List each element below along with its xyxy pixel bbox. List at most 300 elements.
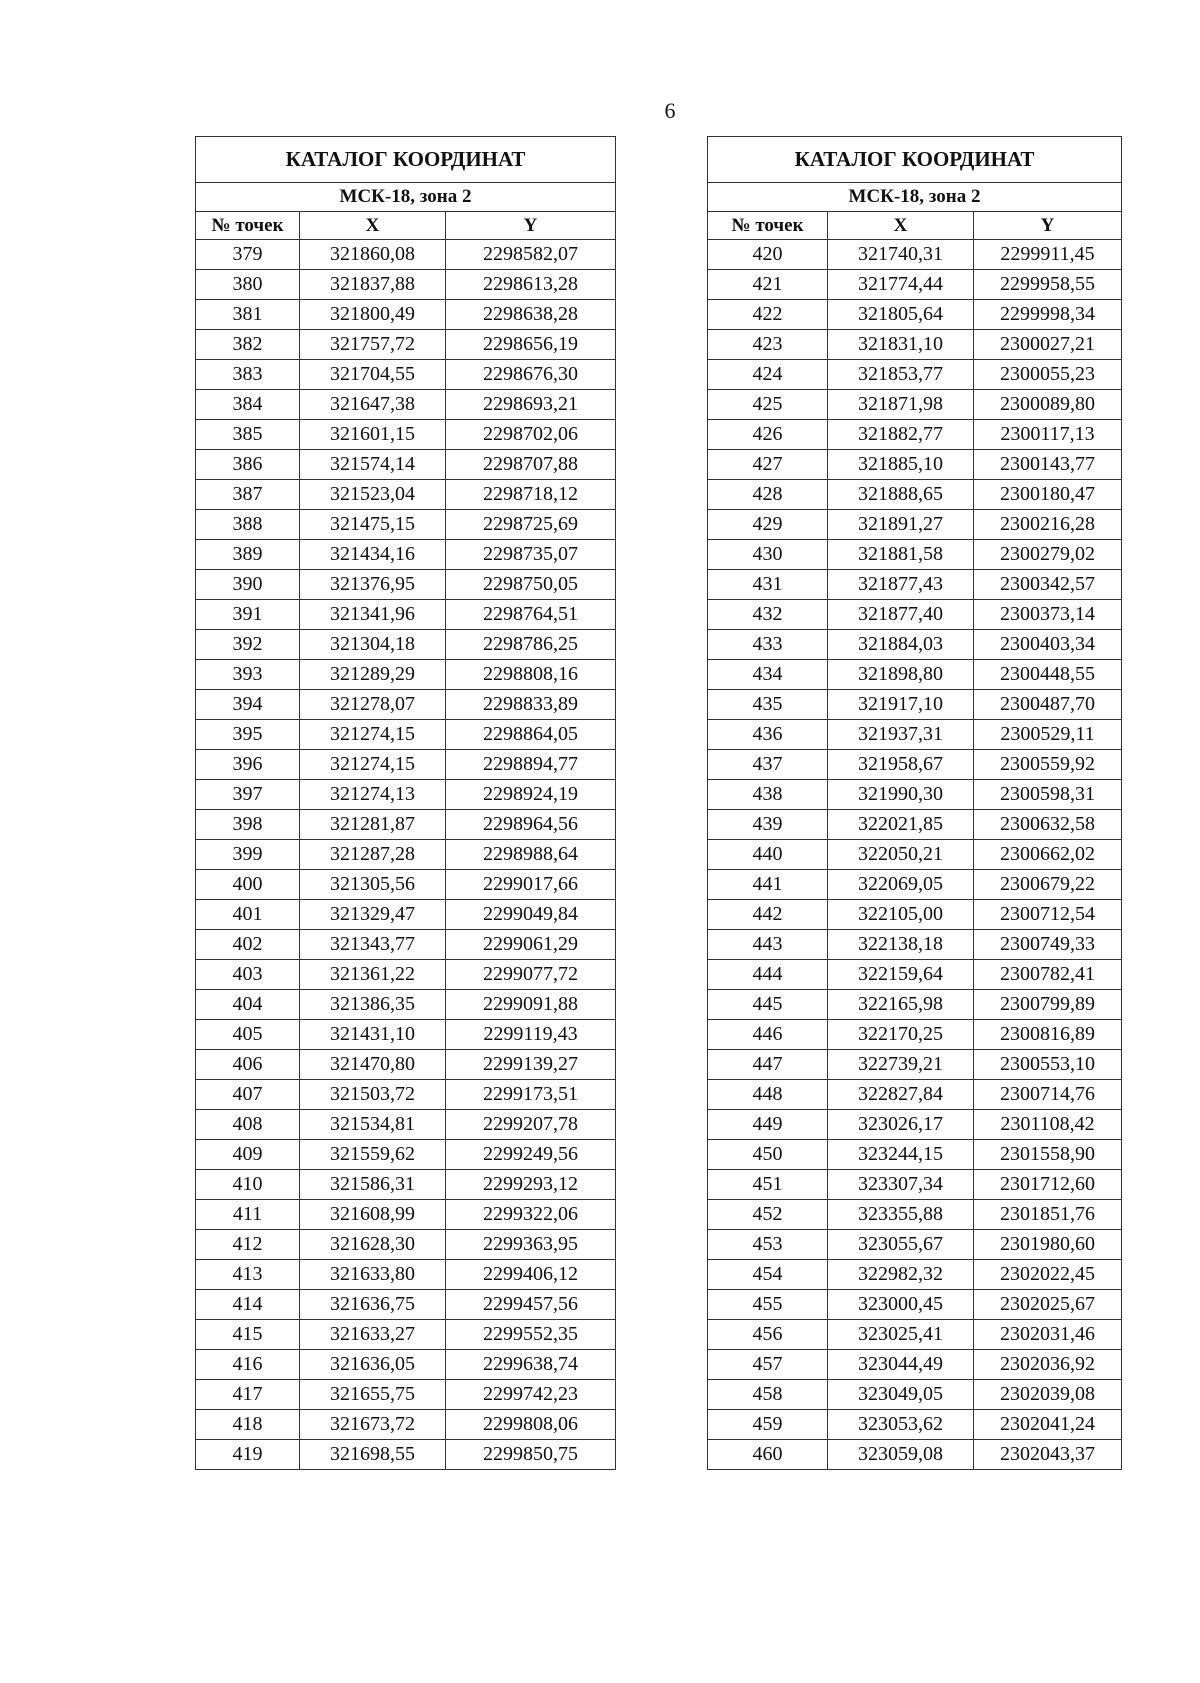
table-row bbox=[196, 870, 616, 900]
x-coordinate-cell: 321871,98 bbox=[828, 390, 974, 420]
y-coordinate-cell: 2298656,19 bbox=[446, 330, 616, 360]
point-number-cell: 384 bbox=[196, 390, 300, 420]
x-coordinate-cell: 321958,67 bbox=[828, 750, 974, 780]
table-row bbox=[708, 810, 1122, 840]
y-coordinate-cell: 2302039,08 bbox=[974, 1380, 1122, 1410]
y-coordinate-cell: 2300598,31 bbox=[974, 780, 1122, 810]
column-header-x: X bbox=[300, 212, 446, 240]
x-coordinate-cell: 321990,30 bbox=[828, 780, 974, 810]
y-coordinate-cell: 2300529,11 bbox=[974, 720, 1122, 750]
point-number-cell: 403 bbox=[196, 960, 300, 990]
point-number-cell: 383 bbox=[196, 360, 300, 390]
x-coordinate-cell: 321386,35 bbox=[300, 990, 446, 1020]
x-coordinate-cell: 323059,08 bbox=[828, 1440, 974, 1470]
point-number-cell: 441 bbox=[708, 870, 828, 900]
catalog-title: КАТАЛОГ КООРДИНАТ bbox=[708, 137, 1122, 183]
y-coordinate-cell: 2301980,60 bbox=[974, 1230, 1122, 1260]
table-row bbox=[708, 840, 1122, 870]
y-coordinate-cell: 2300487,70 bbox=[974, 690, 1122, 720]
table-row bbox=[196, 630, 616, 660]
y-coordinate-cell: 2299322,06 bbox=[446, 1200, 616, 1230]
y-coordinate-cell: 2298638,28 bbox=[446, 300, 616, 330]
table-row bbox=[196, 1200, 616, 1230]
x-coordinate-cell: 321376,95 bbox=[300, 570, 446, 600]
point-number-cell: 438 bbox=[708, 780, 828, 810]
table-row bbox=[196, 930, 616, 960]
table-row bbox=[708, 780, 1122, 810]
x-coordinate-cell: 321881,58 bbox=[828, 540, 974, 570]
y-coordinate-cell: 2298964,56 bbox=[446, 810, 616, 840]
point-number-cell: 445 bbox=[708, 990, 828, 1020]
y-coordinate-cell: 2299173,51 bbox=[446, 1080, 616, 1110]
table-row bbox=[708, 1380, 1122, 1410]
y-coordinate-cell: 2300279,02 bbox=[974, 540, 1122, 570]
y-coordinate-cell: 2302031,46 bbox=[974, 1320, 1122, 1350]
catalog-rows bbox=[708, 240, 1122, 1470]
point-number-cell: 410 bbox=[196, 1170, 300, 1200]
point-number-cell: 448 bbox=[708, 1080, 828, 1110]
table-row bbox=[708, 720, 1122, 750]
x-coordinate-cell: 321698,55 bbox=[300, 1440, 446, 1470]
y-coordinate-cell: 2298676,30 bbox=[446, 360, 616, 390]
x-coordinate-cell: 321673,72 bbox=[300, 1410, 446, 1440]
x-coordinate-cell: 322827,84 bbox=[828, 1080, 974, 1110]
y-coordinate-cell: 2298718,12 bbox=[446, 480, 616, 510]
x-coordinate-cell: 323025,41 bbox=[828, 1320, 974, 1350]
point-number-cell: 454 bbox=[708, 1260, 828, 1290]
x-coordinate-cell: 321898,80 bbox=[828, 660, 974, 690]
y-coordinate-cell: 2299049,84 bbox=[446, 900, 616, 930]
x-coordinate-cell: 321647,38 bbox=[300, 390, 446, 420]
point-number-cell: 430 bbox=[708, 540, 828, 570]
table-row bbox=[196, 1110, 616, 1140]
point-number-cell: 402 bbox=[196, 930, 300, 960]
coordinate-system-label: МСК-18, зона 2 bbox=[708, 183, 1122, 212]
x-coordinate-cell: 321274,15 bbox=[300, 720, 446, 750]
table-row bbox=[196, 720, 616, 750]
x-coordinate-cell: 321304,18 bbox=[300, 630, 446, 660]
x-coordinate-cell: 322069,05 bbox=[828, 870, 974, 900]
table-row bbox=[708, 420, 1122, 450]
point-number-cell: 459 bbox=[708, 1410, 828, 1440]
x-coordinate-cell: 322050,21 bbox=[828, 840, 974, 870]
point-number-cell: 392 bbox=[196, 630, 300, 660]
column-header-point-number: № точек bbox=[196, 212, 300, 240]
table-row bbox=[708, 1290, 1122, 1320]
table-row bbox=[196, 270, 616, 300]
y-coordinate-cell: 2299249,56 bbox=[446, 1140, 616, 1170]
table-row bbox=[196, 510, 616, 540]
x-coordinate-cell: 323055,67 bbox=[828, 1230, 974, 1260]
point-number-cell: 449 bbox=[708, 1110, 828, 1140]
point-number-cell: 399 bbox=[196, 840, 300, 870]
table-row bbox=[196, 840, 616, 870]
point-number-cell: 444 bbox=[708, 960, 828, 990]
x-coordinate-cell: 323355,88 bbox=[828, 1200, 974, 1230]
y-coordinate-cell: 2299742,23 bbox=[446, 1380, 616, 1410]
x-coordinate-cell: 321278,07 bbox=[300, 690, 446, 720]
y-coordinate-cell: 2302043,37 bbox=[974, 1440, 1122, 1470]
table-row bbox=[196, 1380, 616, 1410]
y-coordinate-cell: 2300117,13 bbox=[974, 420, 1122, 450]
point-number-cell: 380 bbox=[196, 270, 300, 300]
point-number-cell: 440 bbox=[708, 840, 828, 870]
point-number-cell: 422 bbox=[708, 300, 828, 330]
table-row bbox=[196, 600, 616, 630]
point-number-cell: 427 bbox=[708, 450, 828, 480]
y-coordinate-cell: 2298924,19 bbox=[446, 780, 616, 810]
x-coordinate-cell: 323049,05 bbox=[828, 1380, 974, 1410]
point-number-cell: 447 bbox=[708, 1050, 828, 1080]
x-coordinate-cell: 321287,28 bbox=[300, 840, 446, 870]
table-row bbox=[196, 1290, 616, 1320]
y-coordinate-cell: 2300782,41 bbox=[974, 960, 1122, 990]
table-row bbox=[708, 300, 1122, 330]
table-row bbox=[196, 390, 616, 420]
x-coordinate-cell: 321361,22 bbox=[300, 960, 446, 990]
x-coordinate-cell: 321329,47 bbox=[300, 900, 446, 930]
catalog-rows bbox=[196, 240, 616, 1470]
point-number-cell: 420 bbox=[708, 240, 828, 270]
table-row bbox=[708, 270, 1122, 300]
y-coordinate-cell: 2299850,75 bbox=[446, 1440, 616, 1470]
table-row bbox=[708, 1050, 1122, 1080]
x-coordinate-cell: 321431,10 bbox=[300, 1020, 446, 1050]
x-coordinate-cell: 321888,65 bbox=[828, 480, 974, 510]
table-row bbox=[708, 660, 1122, 690]
point-number-cell: 389 bbox=[196, 540, 300, 570]
y-coordinate-cell: 2301108,42 bbox=[974, 1110, 1122, 1140]
y-coordinate-cell: 2302025,67 bbox=[974, 1290, 1122, 1320]
table-row bbox=[196, 780, 616, 810]
table-row bbox=[708, 1110, 1122, 1140]
point-number-cell: 397 bbox=[196, 780, 300, 810]
point-number-cell: 387 bbox=[196, 480, 300, 510]
y-coordinate-cell: 2299638,74 bbox=[446, 1350, 616, 1380]
x-coordinate-cell: 321628,30 bbox=[300, 1230, 446, 1260]
y-coordinate-cell: 2300216,28 bbox=[974, 510, 1122, 540]
y-coordinate-cell: 2301712,60 bbox=[974, 1170, 1122, 1200]
table-row bbox=[708, 1020, 1122, 1050]
point-number-cell: 442 bbox=[708, 900, 828, 930]
y-coordinate-cell: 2299552,35 bbox=[446, 1320, 616, 1350]
point-number-cell: 411 bbox=[196, 1200, 300, 1230]
x-coordinate-cell: 321800,49 bbox=[300, 300, 446, 330]
table-row bbox=[196, 960, 616, 990]
table-row bbox=[196, 1050, 616, 1080]
table-row bbox=[708, 1260, 1122, 1290]
y-coordinate-cell: 2298833,89 bbox=[446, 690, 616, 720]
point-number-cell: 433 bbox=[708, 630, 828, 660]
table-row bbox=[708, 330, 1122, 360]
x-coordinate-cell: 321885,10 bbox=[828, 450, 974, 480]
x-coordinate-cell: 321503,72 bbox=[300, 1080, 446, 1110]
y-coordinate-cell: 2300027,21 bbox=[974, 330, 1122, 360]
x-coordinate-cell: 321586,31 bbox=[300, 1170, 446, 1200]
point-number-cell: 437 bbox=[708, 750, 828, 780]
table-row bbox=[708, 480, 1122, 510]
x-coordinate-cell: 323244,15 bbox=[828, 1140, 974, 1170]
y-coordinate-cell: 2300143,77 bbox=[974, 450, 1122, 480]
table-row bbox=[196, 1230, 616, 1260]
point-number-cell: 404 bbox=[196, 990, 300, 1020]
point-number-cell: 385 bbox=[196, 420, 300, 450]
y-coordinate-cell: 2302041,24 bbox=[974, 1410, 1122, 1440]
y-coordinate-cell: 2299017,66 bbox=[446, 870, 616, 900]
x-coordinate-cell: 321305,56 bbox=[300, 870, 446, 900]
y-coordinate-cell: 2298864,05 bbox=[446, 720, 616, 750]
point-number-cell: 408 bbox=[196, 1110, 300, 1140]
x-coordinate-cell: 321559,62 bbox=[300, 1140, 446, 1170]
table-row bbox=[196, 330, 616, 360]
point-number-cell: 390 bbox=[196, 570, 300, 600]
y-coordinate-cell: 2301851,76 bbox=[974, 1200, 1122, 1230]
point-number-cell: 435 bbox=[708, 690, 828, 720]
table-row bbox=[708, 360, 1122, 390]
y-coordinate-cell: 2298693,21 bbox=[446, 390, 616, 420]
point-number-cell: 401 bbox=[196, 900, 300, 930]
y-coordinate-cell: 2299139,27 bbox=[446, 1050, 616, 1080]
y-coordinate-cell: 2302036,92 bbox=[974, 1350, 1122, 1380]
coordinate-catalog-table-right bbox=[707, 136, 1122, 1470]
x-coordinate-cell: 321805,64 bbox=[828, 300, 974, 330]
point-number-cell: 414 bbox=[196, 1290, 300, 1320]
x-coordinate-cell: 321837,88 bbox=[300, 270, 446, 300]
y-coordinate-cell: 2299061,29 bbox=[446, 930, 616, 960]
table-row bbox=[708, 1350, 1122, 1380]
table-row bbox=[196, 1170, 616, 1200]
x-coordinate-cell: 322739,21 bbox=[828, 1050, 974, 1080]
x-coordinate-cell: 321877,43 bbox=[828, 570, 974, 600]
x-coordinate-cell: 321633,80 bbox=[300, 1260, 446, 1290]
x-coordinate-cell: 322105,00 bbox=[828, 900, 974, 930]
point-number-cell: 421 bbox=[708, 270, 828, 300]
point-number-cell: 400 bbox=[196, 870, 300, 900]
table-row bbox=[196, 240, 616, 270]
y-coordinate-cell: 2298764,51 bbox=[446, 600, 616, 630]
table-row bbox=[196, 900, 616, 930]
table-row bbox=[708, 1320, 1122, 1350]
point-number-cell: 419 bbox=[196, 1440, 300, 1470]
x-coordinate-cell: 321289,29 bbox=[300, 660, 446, 690]
x-coordinate-cell: 321274,13 bbox=[300, 780, 446, 810]
point-number-cell: 458 bbox=[708, 1380, 828, 1410]
table-row bbox=[196, 750, 616, 780]
table-row bbox=[708, 390, 1122, 420]
x-coordinate-cell: 322159,64 bbox=[828, 960, 974, 990]
x-coordinate-cell: 323307,34 bbox=[828, 1170, 974, 1200]
point-number-cell: 415 bbox=[196, 1320, 300, 1350]
y-coordinate-cell: 2298988,64 bbox=[446, 840, 616, 870]
point-number-cell: 428 bbox=[708, 480, 828, 510]
point-number-cell: 452 bbox=[708, 1200, 828, 1230]
point-number-cell: 451 bbox=[708, 1170, 828, 1200]
point-number-cell: 412 bbox=[196, 1230, 300, 1260]
x-coordinate-cell: 321831,10 bbox=[828, 330, 974, 360]
y-coordinate-cell: 2299293,12 bbox=[446, 1170, 616, 1200]
table-row bbox=[708, 1170, 1122, 1200]
point-number-cell: 407 bbox=[196, 1080, 300, 1110]
y-coordinate-cell: 2300559,92 bbox=[974, 750, 1122, 780]
y-coordinate-cell: 2300403,34 bbox=[974, 630, 1122, 660]
x-coordinate-cell: 322021,85 bbox=[828, 810, 974, 840]
point-number-cell: 381 bbox=[196, 300, 300, 330]
x-coordinate-cell: 321937,31 bbox=[828, 720, 974, 750]
point-number-cell: 416 bbox=[196, 1350, 300, 1380]
y-coordinate-cell: 2299808,06 bbox=[446, 1410, 616, 1440]
table-row bbox=[708, 1080, 1122, 1110]
x-coordinate-cell: 321274,15 bbox=[300, 750, 446, 780]
point-number-cell: 443 bbox=[708, 930, 828, 960]
y-coordinate-cell: 2298808,16 bbox=[446, 660, 616, 690]
y-coordinate-cell: 2300679,22 bbox=[974, 870, 1122, 900]
y-coordinate-cell: 2299119,43 bbox=[446, 1020, 616, 1050]
point-number-cell: 386 bbox=[196, 450, 300, 480]
y-coordinate-cell: 2300180,47 bbox=[974, 480, 1122, 510]
x-coordinate-cell: 321608,99 bbox=[300, 1200, 446, 1230]
x-coordinate-cell: 321534,81 bbox=[300, 1110, 446, 1140]
y-coordinate-cell: 2300632,58 bbox=[974, 810, 1122, 840]
x-coordinate-cell: 321740,31 bbox=[828, 240, 974, 270]
point-number-cell: 460 bbox=[708, 1440, 828, 1470]
column-header-y: Y bbox=[974, 212, 1122, 240]
y-coordinate-cell: 2299207,78 bbox=[446, 1110, 616, 1140]
x-coordinate-cell: 323026,17 bbox=[828, 1110, 974, 1140]
point-number-cell: 379 bbox=[196, 240, 300, 270]
point-number-cell: 431 bbox=[708, 570, 828, 600]
column-header-y: Y bbox=[446, 212, 616, 240]
table-row bbox=[196, 300, 616, 330]
y-coordinate-cell: 2298725,69 bbox=[446, 510, 616, 540]
coordinate-catalog-table-left bbox=[195, 136, 616, 1470]
x-coordinate-cell: 321704,55 bbox=[300, 360, 446, 390]
point-number-cell: 436 bbox=[708, 720, 828, 750]
point-number-cell: 457 bbox=[708, 1350, 828, 1380]
x-coordinate-cell: 321757,72 bbox=[300, 330, 446, 360]
table-row bbox=[196, 990, 616, 1020]
point-number-cell: 453 bbox=[708, 1230, 828, 1260]
point-number-cell: 393 bbox=[196, 660, 300, 690]
x-coordinate-cell: 321470,80 bbox=[300, 1050, 446, 1080]
y-coordinate-cell: 2299363,95 bbox=[446, 1230, 616, 1260]
y-coordinate-cell: 2301558,90 bbox=[974, 1140, 1122, 1170]
y-coordinate-cell: 2298707,88 bbox=[446, 450, 616, 480]
point-number-cell: 446 bbox=[708, 1020, 828, 1050]
point-number-cell: 426 bbox=[708, 420, 828, 450]
x-coordinate-cell: 321877,40 bbox=[828, 600, 974, 630]
table-row bbox=[708, 510, 1122, 540]
y-coordinate-cell: 2302022,45 bbox=[974, 1260, 1122, 1290]
y-coordinate-cell: 2300816,89 bbox=[974, 1020, 1122, 1050]
y-coordinate-cell: 2298894,77 bbox=[446, 750, 616, 780]
y-coordinate-cell: 2299457,56 bbox=[446, 1290, 616, 1320]
table-row bbox=[196, 1020, 616, 1050]
point-number-cell: 450 bbox=[708, 1140, 828, 1170]
table-row bbox=[708, 540, 1122, 570]
table-row bbox=[196, 570, 616, 600]
y-coordinate-cell: 2299077,72 bbox=[446, 960, 616, 990]
x-coordinate-cell: 322170,25 bbox=[828, 1020, 974, 1050]
point-number-cell: 434 bbox=[708, 660, 828, 690]
x-coordinate-cell: 321636,75 bbox=[300, 1290, 446, 1320]
table-row bbox=[196, 450, 616, 480]
y-coordinate-cell: 2300712,54 bbox=[974, 900, 1122, 930]
table-row bbox=[708, 750, 1122, 780]
y-coordinate-cell: 2300089,80 bbox=[974, 390, 1122, 420]
x-coordinate-cell: 321774,44 bbox=[828, 270, 974, 300]
point-number-cell: 398 bbox=[196, 810, 300, 840]
y-coordinate-cell: 2298613,28 bbox=[446, 270, 616, 300]
x-coordinate-cell: 321341,96 bbox=[300, 600, 446, 630]
x-coordinate-cell: 321917,10 bbox=[828, 690, 974, 720]
y-coordinate-cell: 2300055,23 bbox=[974, 360, 1122, 390]
table-row bbox=[708, 450, 1122, 480]
point-number-cell: 396 bbox=[196, 750, 300, 780]
point-number-cell: 425 bbox=[708, 390, 828, 420]
table-row bbox=[196, 1440, 616, 1470]
x-coordinate-cell: 321860,08 bbox=[300, 240, 446, 270]
column-header-point-number: № точек bbox=[708, 212, 828, 240]
x-coordinate-cell: 323000,45 bbox=[828, 1290, 974, 1320]
table-row bbox=[196, 660, 616, 690]
point-number-cell: 423 bbox=[708, 330, 828, 360]
x-coordinate-cell: 321655,75 bbox=[300, 1380, 446, 1410]
x-coordinate-cell: 321882,77 bbox=[828, 420, 974, 450]
y-coordinate-cell: 2299911,45 bbox=[974, 240, 1122, 270]
table-row bbox=[196, 420, 616, 450]
y-coordinate-cell: 2300553,10 bbox=[974, 1050, 1122, 1080]
y-coordinate-cell: 2298582,07 bbox=[446, 240, 616, 270]
x-coordinate-cell: 321574,14 bbox=[300, 450, 446, 480]
table-row bbox=[708, 630, 1122, 660]
table-row bbox=[708, 570, 1122, 600]
y-coordinate-cell: 2299998,34 bbox=[974, 300, 1122, 330]
table-row bbox=[196, 540, 616, 570]
point-number-cell: 413 bbox=[196, 1260, 300, 1290]
point-number-cell: 439 bbox=[708, 810, 828, 840]
point-number-cell: 409 bbox=[196, 1140, 300, 1170]
table-row bbox=[196, 1320, 616, 1350]
table-row bbox=[708, 870, 1122, 900]
y-coordinate-cell: 2299406,12 bbox=[446, 1260, 616, 1290]
x-coordinate-cell: 321523,04 bbox=[300, 480, 446, 510]
point-number-cell: 395 bbox=[196, 720, 300, 750]
x-coordinate-cell: 321601,15 bbox=[300, 420, 446, 450]
x-coordinate-cell: 321434,16 bbox=[300, 540, 446, 570]
table-row bbox=[196, 1350, 616, 1380]
table-row bbox=[708, 690, 1122, 720]
point-number-cell: 432 bbox=[708, 600, 828, 630]
table-row bbox=[708, 1200, 1122, 1230]
table-row bbox=[708, 1230, 1122, 1260]
table-row bbox=[708, 240, 1122, 270]
table-row bbox=[708, 1440, 1122, 1470]
point-number-cell: 406 bbox=[196, 1050, 300, 1080]
point-number-cell: 391 bbox=[196, 600, 300, 630]
x-coordinate-cell: 321475,15 bbox=[300, 510, 446, 540]
point-number-cell: 405 bbox=[196, 1020, 300, 1050]
x-coordinate-cell: 322138,18 bbox=[828, 930, 974, 960]
catalog-title: КАТАЛОГ КООРДИНАТ bbox=[196, 137, 616, 183]
y-coordinate-cell: 2300448,55 bbox=[974, 660, 1122, 690]
y-coordinate-cell: 2300342,57 bbox=[974, 570, 1122, 600]
x-coordinate-cell: 321636,05 bbox=[300, 1350, 446, 1380]
y-coordinate-cell: 2300799,89 bbox=[974, 990, 1122, 1020]
y-coordinate-cell: 2298750,05 bbox=[446, 570, 616, 600]
point-number-cell: 455 bbox=[708, 1290, 828, 1320]
x-coordinate-cell: 322982,32 bbox=[828, 1260, 974, 1290]
y-coordinate-cell: 2298735,07 bbox=[446, 540, 616, 570]
